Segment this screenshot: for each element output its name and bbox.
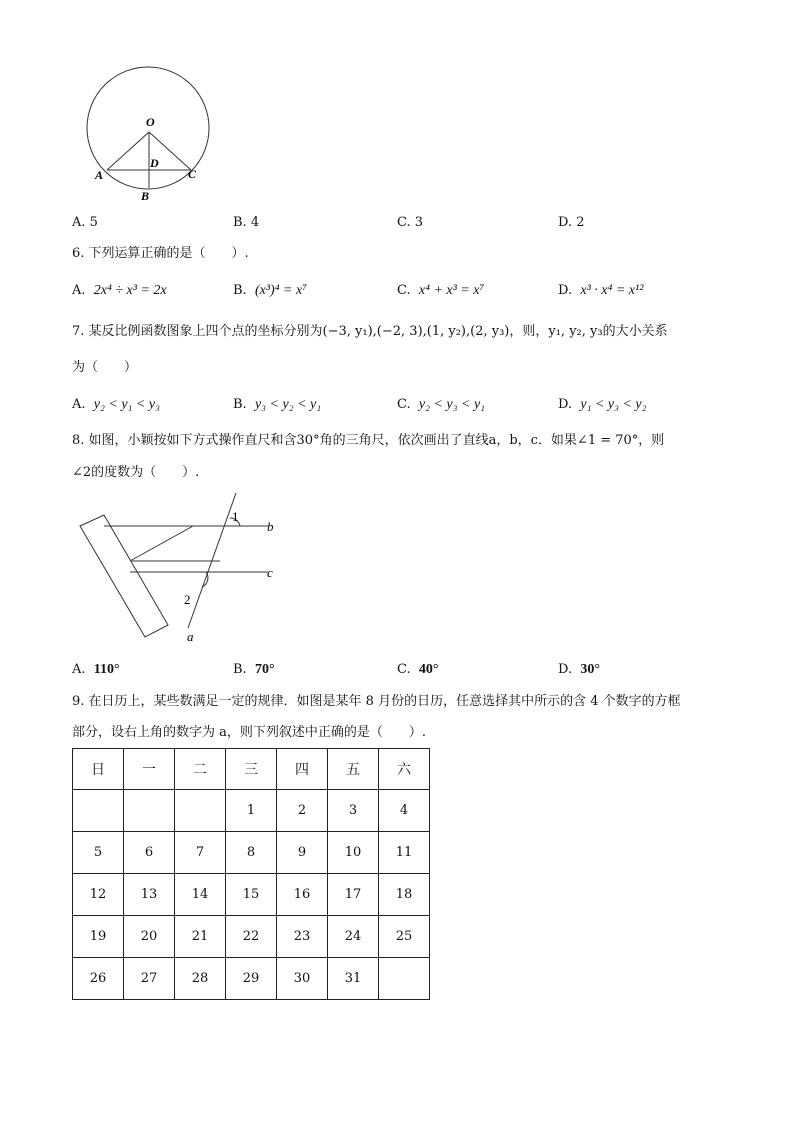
q7-a-label: A. [72,397,86,412]
q7-option-c[interactable] [397,396,485,414]
calendar-cell [379,958,430,1000]
calendar-cell: 14 [175,874,226,916]
calendar-cell: 17 [328,874,379,916]
calendar-cell: 22 [226,916,277,958]
label-b: b [267,519,274,534]
q8-option-a[interactable] [72,661,120,679]
q7-stem-line2: 为（ ） [72,360,138,375]
q7-stem-line1: 7. 某反比例函数图象上四个点的坐标分别为(−3, y₁),(−2, 3),(1, y₂),(2, y₃)，则，y₁, y₂, y₃的大小关系 [72,324,668,339]
calendar-cell: 6 [124,832,175,874]
label-angle-2: 2 [184,592,191,607]
q6-a-label: A. [72,283,86,298]
q6-option-d[interactable] [558,282,643,300]
calendar-row [73,790,430,832]
calendar-cell: 31 [328,958,379,1000]
calendar-cell: 29 [226,958,277,1000]
q8-option-d[interactable] [558,661,600,679]
q6-stem: 6. 下列运算正确的是（ ）. [72,246,249,261]
label-a: a [187,629,194,644]
calendar-cell: 26 [73,958,124,1000]
calendar-cell: 1 [226,790,277,832]
calendar-cell [175,790,226,832]
calendar-cell [73,790,124,832]
q6-d-expr: x³ · x⁴ = x¹² [580,283,644,298]
q5-option-a[interactable]: A. 5 [72,215,98,230]
calendar-header-row [73,749,430,790]
calendar-cell: 20 [124,916,175,958]
calendar-header: 二 [175,749,226,790]
calendar-row [73,832,430,874]
q9-stem-line2: 部分，设右上角的数字为 a，则下列叙述中正确的是（ ）. [72,725,427,740]
q7-option-d[interactable] [558,396,647,414]
q8-b-label: B. [233,662,247,677]
q6-a-expr: 2x⁴ ÷ x³ = 2x [93,283,167,298]
q6-option-b[interactable] [233,282,307,300]
label-c: c [267,565,273,580]
ruler-figure [70,488,290,648]
q7-a-expr: y₂ < y₁ < y₃ [93,397,160,412]
calendar-cell: 8 [226,832,277,874]
calendar-cell: 15 [226,874,277,916]
label-angle-1: 1 [232,509,239,524]
q9-stem-line1: 9. 在日历上，某些数满足一定的规律．如图是某年 8 月份的日历，任意选择其中所示的含 4 个数字的方框 [72,694,681,709]
q5-option-b[interactable]: B. 4 [233,215,260,230]
calendar-cell: 28 [175,958,226,1000]
q7-option-b[interactable] [233,396,321,414]
q7-option-a[interactable] [72,396,160,414]
calendar-cell: 12 [73,874,124,916]
calendar-header: 六 [379,749,430,790]
label-A: A [95,168,104,182]
q8-stem-line1: 8. 如图，小颖按如下方式操作直尺和含30°角的三角尺，依次画出了直线a，b，c．如果∠1 = 70°，则 [72,433,665,448]
calendar-cell: 5 [73,832,124,874]
calendar-header: 四 [277,749,328,790]
calendar-row [73,874,430,916]
q6-option-a[interactable] [72,282,167,300]
q8-option-b[interactable] [233,661,275,679]
calendar-cell: 27 [124,958,175,1000]
calendar-cell: 18 [379,874,430,916]
calendar-header: 一 [124,749,175,790]
calendar-cell: 10 [328,832,379,874]
label-C: C [188,167,197,181]
q6-option-c[interactable] [397,282,484,300]
calendar-table [72,748,430,1000]
calendar-cell: 25 [379,916,430,958]
q7-b-label: B. [233,397,247,412]
q8-a-val: 110° [93,662,120,677]
calendar-cell: 21 [175,916,226,958]
label-B: B [141,189,150,203]
q7-d-label: D. [558,397,573,412]
calendar-header: 日 [73,749,124,790]
circle-figure [80,62,220,207]
calendar-cell: 4 [379,790,430,832]
calendar-cell: 9 [277,832,328,874]
calendar-cell [124,790,175,832]
calendar-cell: 13 [124,874,175,916]
q8-b-val: 70° [254,662,275,677]
calendar-cell: 24 [328,916,379,958]
q8-d-val: 30° [580,662,600,677]
calendar-cell: 23 [277,916,328,958]
calendar-header: 三 [226,749,277,790]
calendar-cell: 30 [277,958,328,1000]
q8-d-label: D. [558,662,573,677]
q7-b-expr: y₃ < y₂ < y₁ [254,397,322,412]
q5-option-c[interactable]: C. 3 [397,215,424,230]
q7-c-expr: y₂ < y₃ < y₁ [418,397,486,412]
q8-a-label: A. [72,662,86,677]
calendar-row [73,916,430,958]
calendar-cell: 11 [379,832,430,874]
q7-c-label: C. [397,397,411,412]
label-D: D [150,156,159,170]
calendar-header: 五 [328,749,379,790]
label-O: O [146,115,155,129]
q8-option-c[interactable] [397,661,439,679]
q6-d-label: D. [558,283,573,298]
calendar-cell: 2 [277,790,328,832]
q8-stem-line2: ∠2的度数为（ ）. [72,465,200,480]
q6-b-expr: (x³)⁴ = x⁷ [254,283,308,298]
q6-c-label: C. [397,283,411,298]
calendar-cell: 19 [73,916,124,958]
q6-b-label: B. [233,283,247,298]
calendar-cell: 3 [328,790,379,832]
calendar-cell: 7 [175,832,226,874]
calendar-cell: 16 [277,874,328,916]
q8-c-val: 40° [418,662,439,677]
q8-c-label: C. [397,662,411,677]
q6-c-expr: x⁴ + x³ = x⁷ [418,283,485,298]
calendar-row [73,958,430,1000]
q5-option-d[interactable]: D. 2 [558,215,585,230]
q7-d-expr: y₁ < y₃ < y₂ [580,397,647,412]
